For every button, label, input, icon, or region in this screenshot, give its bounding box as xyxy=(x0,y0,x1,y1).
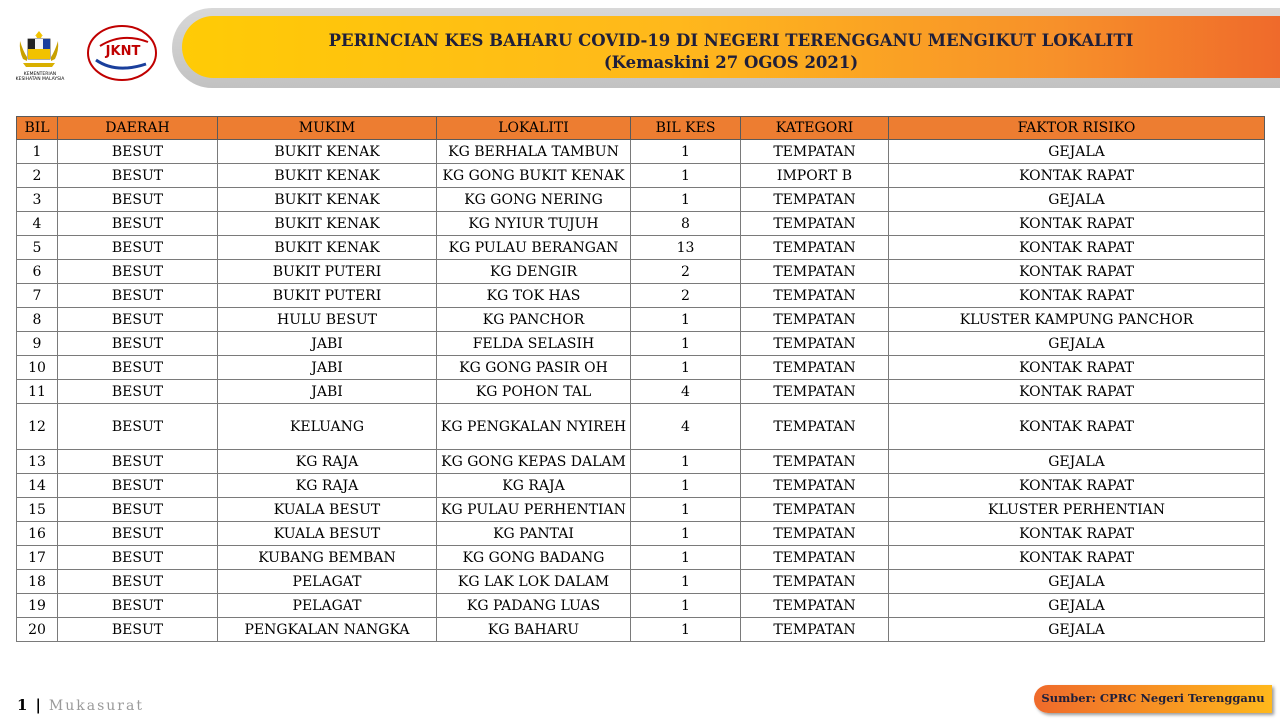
cell-mukim: KG RAJA xyxy=(218,450,437,474)
cell-bil-kes: 1 xyxy=(631,570,741,594)
page-label: Mukasurat xyxy=(48,698,144,714)
cell-bil-kes: 2 xyxy=(631,260,741,284)
cell-bil: 14 xyxy=(17,474,58,498)
cell-daerah: BESUT xyxy=(58,404,218,450)
jknt-logo xyxy=(86,24,158,82)
cell-faktor-risiko: KONTAK RAPAT xyxy=(889,380,1265,404)
cell-kategori: TEMPATAN xyxy=(741,212,889,236)
cell-bil: 1 xyxy=(17,140,58,164)
cell-bil: 18 xyxy=(17,570,58,594)
cell-bil: 17 xyxy=(17,546,58,570)
title-line-2: (Kemaskini 27 OGOS 2021) xyxy=(603,53,859,72)
cell-lokaliti: KG PANTAI xyxy=(437,522,631,546)
cases-table xyxy=(16,116,1265,642)
cell-daerah: BESUT xyxy=(58,260,218,284)
cell-kategori: TEMPATAN xyxy=(741,308,889,332)
cell-faktor-risiko: KONTAK RAPAT xyxy=(889,164,1265,188)
cell-lokaliti: KG GONG BUKIT KENAK xyxy=(437,164,631,188)
cell-daerah: BESUT xyxy=(58,188,218,212)
cell-mukim: BUKIT PUTERI xyxy=(218,260,437,284)
cell-faktor-risiko: GEJALA xyxy=(889,140,1265,164)
cell-lokaliti: KG PANCHOR xyxy=(437,308,631,332)
cell-daerah: BESUT xyxy=(58,570,218,594)
cell-daerah: BESUT xyxy=(58,140,218,164)
cell-faktor-risiko: KLUSTER PERHENTIAN xyxy=(889,498,1265,522)
page-footer xyxy=(17,696,144,714)
cell-lokaliti: KG GONG NERING xyxy=(437,188,631,212)
cell-bil-kes: 1 xyxy=(631,594,741,618)
cell-mukim: JABI xyxy=(218,332,437,356)
cell-bil: 8 xyxy=(17,308,58,332)
cell-faktor-risiko: KONTAK RAPAT xyxy=(889,404,1265,450)
table-row xyxy=(17,308,1265,332)
cell-bil-kes: 1 xyxy=(631,356,741,380)
cell-bil: 4 xyxy=(17,212,58,236)
cell-mukim: BUKIT KENAK xyxy=(218,164,437,188)
cell-mukim: BUKIT KENAK xyxy=(218,140,437,164)
header-daerah: DAERAH xyxy=(58,117,218,140)
header-bil-kes: BIL KES xyxy=(631,117,741,140)
cell-mukim: JABI xyxy=(218,380,437,404)
cell-lokaliti: KG PADANG LUAS xyxy=(437,594,631,618)
cell-kategori: TEMPATAN xyxy=(741,356,889,380)
table-row xyxy=(17,380,1265,404)
cell-bil: 16 xyxy=(17,522,58,546)
cell-daerah: BESUT xyxy=(58,212,218,236)
cell-bil: 12 xyxy=(17,404,58,450)
cell-daerah: BESUT xyxy=(58,284,218,308)
cell-daerah: BESUT xyxy=(58,356,218,380)
cell-lokaliti: KG DENGIR xyxy=(437,260,631,284)
cell-bil-kes: 1 xyxy=(631,450,741,474)
cell-bil-kes: 2 xyxy=(631,284,741,308)
cell-faktor-risiko: KONTAK RAPAT xyxy=(889,546,1265,570)
cell-lokaliti: KG PENGKALAN NYIREH xyxy=(437,404,631,450)
cell-bil: 10 xyxy=(17,356,58,380)
cell-faktor-risiko: KONTAK RAPAT xyxy=(889,356,1265,380)
cell-mukim: KG RAJA xyxy=(218,474,437,498)
cell-bil: 13 xyxy=(17,450,58,474)
cell-kategori: TEMPATAN xyxy=(741,332,889,356)
cell-bil: 19 xyxy=(17,594,58,618)
cell-kategori: IMPORT B xyxy=(741,164,889,188)
table-row xyxy=(17,404,1265,450)
cell-mukim: BUKIT KENAK xyxy=(218,212,437,236)
cell-faktor-risiko: GEJALA xyxy=(889,332,1265,356)
cell-bil-kes: 1 xyxy=(631,140,741,164)
cell-mukim: KUALA BESUT xyxy=(218,498,437,522)
cell-lokaliti: KG POHON TAL xyxy=(437,380,631,404)
cell-faktor-risiko: GEJALA xyxy=(889,618,1265,642)
cell-mukim: JABI xyxy=(218,356,437,380)
cell-daerah: BESUT xyxy=(58,308,218,332)
cell-bil: 9 xyxy=(17,332,58,356)
cell-bil-kes: 1 xyxy=(631,546,741,570)
cell-bil: 11 xyxy=(17,380,58,404)
page-number: 1 xyxy=(17,696,28,714)
table-body xyxy=(17,140,1265,642)
cell-kategori: TEMPATAN xyxy=(741,594,889,618)
footer-separator: | xyxy=(35,696,41,714)
cell-kategori: TEMPATAN xyxy=(741,498,889,522)
cell-mukim: KELUANG xyxy=(218,404,437,450)
cell-bil-kes: 1 xyxy=(631,188,741,212)
table-row xyxy=(17,450,1265,474)
cell-lokaliti: KG BERHALA TAMBUN xyxy=(437,140,631,164)
cell-bil-kes: 1 xyxy=(631,522,741,546)
cell-lokaliti: KG GONG KEPAS DALAM xyxy=(437,450,631,474)
cell-bil-kes: 4 xyxy=(631,380,741,404)
cell-mukim: BUKIT PUTERI xyxy=(218,284,437,308)
cell-lokaliti: KG LAK LOK DALAM xyxy=(437,570,631,594)
table-row xyxy=(17,356,1265,380)
cell-lokaliti: KG RAJA xyxy=(437,474,631,498)
cell-daerah: BESUT xyxy=(58,594,218,618)
cell-daerah: BESUT xyxy=(58,474,218,498)
header-lokaliti: LOKALITI xyxy=(437,117,631,140)
cell-daerah: BESUT xyxy=(58,618,218,642)
table-row xyxy=(17,594,1265,618)
table-row xyxy=(17,498,1265,522)
cell-mukim: HULU BESUT xyxy=(218,308,437,332)
cell-bil-kes: 1 xyxy=(631,498,741,522)
cell-kategori: TEMPATAN xyxy=(741,380,889,404)
header-kategori: KATEGORI xyxy=(741,117,889,140)
cell-daerah: BESUT xyxy=(58,380,218,404)
table-row xyxy=(17,546,1265,570)
cell-bil: 15 xyxy=(17,498,58,522)
cell-mukim: PELAGAT xyxy=(218,594,437,618)
cell-kategori: TEMPATAN xyxy=(741,260,889,284)
table-row xyxy=(17,570,1265,594)
cell-lokaliti: KG PULAU BERANGAN xyxy=(437,236,631,260)
cell-kategori: TEMPATAN xyxy=(741,618,889,642)
cell-daerah: BESUT xyxy=(58,450,218,474)
cell-mukim: KUALA BESUT xyxy=(218,522,437,546)
cell-lokaliti: KG NYIUR TUJUH xyxy=(437,212,631,236)
title-line-1: PERINCIAN KES BAHARU COVID-19 DI NEGERI TERENGGANU MENGIKUT LOKALITI xyxy=(328,31,1134,50)
cell-bil-kes: 8 xyxy=(631,212,741,236)
table-row xyxy=(17,212,1265,236)
table-row xyxy=(17,164,1265,188)
cell-faktor-risiko: GEJALA xyxy=(889,570,1265,594)
cell-faktor-risiko: KLUSTER KAMPUNG PANCHOR xyxy=(889,308,1265,332)
cell-faktor-risiko: KONTAK RAPAT xyxy=(889,284,1265,308)
cell-lokaliti: KG GONG PASIR OH xyxy=(437,356,631,380)
table-row xyxy=(17,474,1265,498)
cell-faktor-risiko: KONTAK RAPAT xyxy=(889,212,1265,236)
cell-bil-kes: 1 xyxy=(631,618,741,642)
cell-bil: 3 xyxy=(17,188,58,212)
cell-bil-kes: 1 xyxy=(631,332,741,356)
logo-area xyxy=(12,20,162,82)
cell-daerah: BESUT xyxy=(58,164,218,188)
table-row xyxy=(17,332,1265,356)
cell-mukim: KUBANG BEMBAN xyxy=(218,546,437,570)
cell-lokaliti: KG BAHARU xyxy=(437,618,631,642)
cell-kategori: TEMPATAN xyxy=(741,522,889,546)
table-row xyxy=(17,236,1265,260)
cell-bil-kes: 1 xyxy=(631,308,741,332)
table-row xyxy=(17,284,1265,308)
cell-daerah: BESUT xyxy=(58,522,218,546)
cell-daerah: BESUT xyxy=(58,546,218,570)
cell-kategori: TEMPATAN xyxy=(741,474,889,498)
cell-mukim: BUKIT KENAK xyxy=(218,236,437,260)
cell-kategori: TEMPATAN xyxy=(741,570,889,594)
cell-kategori: TEMPATAN xyxy=(741,546,889,570)
cell-lokaliti: KG TOK HAS xyxy=(437,284,631,308)
cell-faktor-risiko: KONTAK RAPAT xyxy=(889,474,1265,498)
cell-daerah: BESUT xyxy=(58,332,218,356)
cell-bil-kes: 4 xyxy=(631,404,741,450)
cell-bil: 5 xyxy=(17,236,58,260)
cell-faktor-risiko: GEJALA xyxy=(889,594,1265,618)
header-mukim: MUKIM xyxy=(218,117,437,140)
table-header-row xyxy=(17,117,1265,140)
jknt-logo-text: JKNT xyxy=(105,44,141,59)
cell-faktor-risiko: KONTAK RAPAT xyxy=(889,522,1265,546)
page-title xyxy=(182,30,1280,74)
cell-mukim: BUKIT KENAK xyxy=(218,188,437,212)
cell-lokaliti: KG GONG BADANG xyxy=(437,546,631,570)
cell-mukim: PELAGAT xyxy=(218,570,437,594)
cell-mukim: PENGKALAN NANGKA xyxy=(218,618,437,642)
cell-daerah: BESUT xyxy=(58,498,218,522)
cell-bil: 6 xyxy=(17,260,58,284)
cell-bil: 20 xyxy=(17,618,58,642)
table-row xyxy=(17,618,1265,642)
table-row xyxy=(17,188,1265,212)
cell-kategori: TEMPATAN xyxy=(741,284,889,308)
cell-lokaliti: FELDA SELASIH xyxy=(437,332,631,356)
cell-kategori: TEMPATAN xyxy=(741,236,889,260)
header-bil: BIL xyxy=(17,117,58,140)
table-row xyxy=(17,522,1265,546)
cell-faktor-risiko: KONTAK RAPAT xyxy=(889,236,1265,260)
cell-kategori: TEMPATAN xyxy=(741,188,889,212)
cell-bil-kes: 13 xyxy=(631,236,741,260)
crest-caption: KEMENTERIAN KESIHATAN MALAYSIA xyxy=(15,72,65,82)
cell-bil-kes: 1 xyxy=(631,474,741,498)
cell-kategori: TEMPATAN xyxy=(741,450,889,474)
cell-bil: 7 xyxy=(17,284,58,308)
cell-faktor-risiko: KONTAK RAPAT xyxy=(889,260,1265,284)
cell-daerah: BESUT xyxy=(58,236,218,260)
cell-kategori: TEMPATAN xyxy=(741,140,889,164)
source-text: Sumber: CPRC Negeri Terengganu xyxy=(1041,691,1265,705)
header-faktor-risiko: FAKTOR RISIKO xyxy=(889,117,1265,140)
cell-faktor-risiko: GEJALA xyxy=(889,450,1265,474)
cell-kategori: TEMPATAN xyxy=(741,404,889,450)
table-row xyxy=(17,140,1265,164)
cell-bil: 2 xyxy=(17,164,58,188)
table-row xyxy=(17,260,1265,284)
cell-faktor-risiko: GEJALA xyxy=(889,188,1265,212)
cell-bil-kes: 1 xyxy=(631,164,741,188)
cell-lokaliti: KG PULAU PERHENTIAN xyxy=(437,498,631,522)
